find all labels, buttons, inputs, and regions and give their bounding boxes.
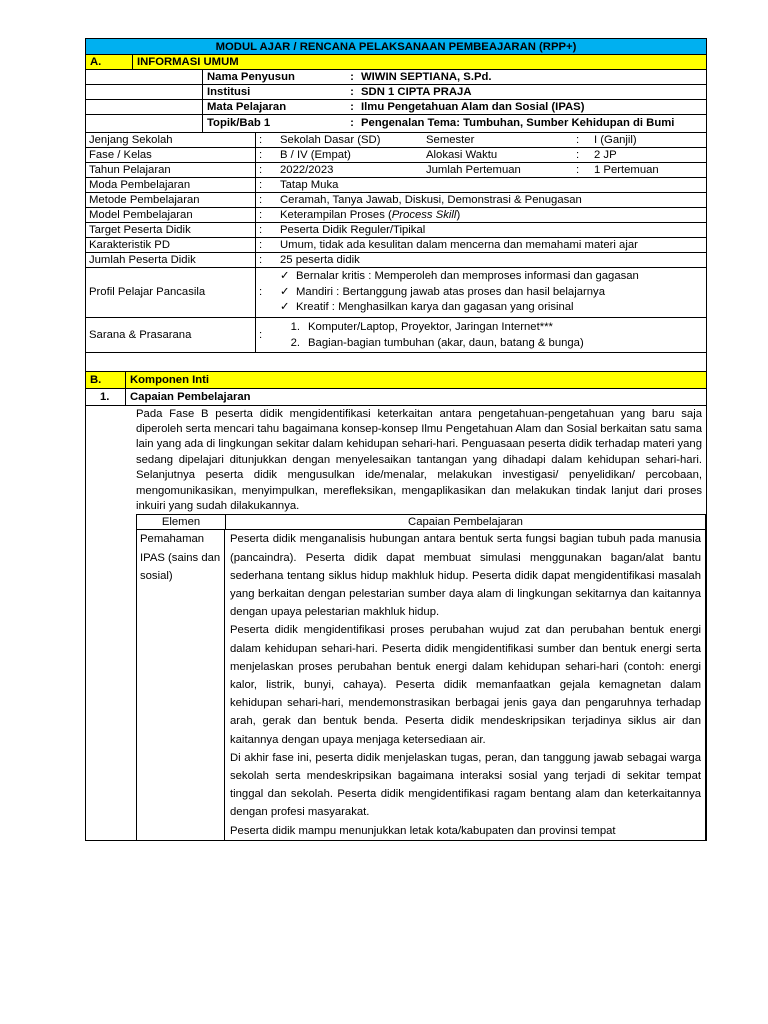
info-value: WIWIN SEPTIANA, S.Pd. <box>361 71 492 83</box>
field-label: Tahun Pelajaran <box>86 163 256 177</box>
field-label: Model Pembelajaran <box>86 208 256 222</box>
field-colon: : <box>259 134 263 146</box>
row-jumlah <box>86 253 706 268</box>
field-colon: : <box>259 179 263 191</box>
section-a-label: INFORMASI UMUM <box>137 56 239 68</box>
item-text: Bagian-bagian tumbuhan (akar, daun, batang & bunga) <box>308 336 584 349</box>
field-label: Target Peserta Didik <box>86 223 256 237</box>
field-colon: : <box>259 239 263 251</box>
capaian-label: Capaian Pembelajaran <box>130 390 251 403</box>
item-number: 1. <box>290 320 300 333</box>
section-a-number: A. <box>86 55 133 69</box>
rpp-document <box>85 38 707 841</box>
field-value <box>278 208 706 222</box>
info-row-topik <box>86 115 706 133</box>
profil-list <box>278 268 706 317</box>
field-value-2: 1 Pertemuan <box>594 164 659 176</box>
field-colon: : <box>259 194 263 206</box>
row-moda <box>86 178 706 193</box>
capaian-table <box>136 514 706 839</box>
check-icon: ✓ <box>280 285 290 298</box>
field-label: Jumlah Peserta Didik <box>86 253 256 267</box>
row-jenjang <box>86 133 706 148</box>
info-label: Mata Pelajaran <box>207 101 287 113</box>
capaian-text: Peserta didik mampu menunjukkan letak kota/kabupaten dan provinsi tempat <box>230 824 616 837</box>
capaian-text: Di akhir fase ini, peserta didik menjelaskan tugas, peran, dan tanggung jawab sebagai warga sekolah serta mendeskripsikan bagaimana interaksi sosial yang terjadi di sekitar tempat tinggal dan sekolah. Peserta didik mengidentifikasi ragam bentang alam dan keterkaitannya dengan profesi masyarakat. <box>230 751 701 819</box>
row-metode <box>86 193 706 208</box>
field-value: Umum, tidak ada kesulitan dalam mencerna dan memahami materi ajar <box>280 239 638 251</box>
check-icon: ✓ <box>280 270 290 282</box>
profil-item-text: Mandiri : Bertanggung jawab atas proses dan hasil belajarnya <box>296 285 605 298</box>
info-value: Pengenalan Tema: Tumbuhan, Sumber Kehidupan di Bumi <box>361 117 675 129</box>
field-label: Jenjang Sekolah <box>86 133 256 147</box>
value-italic: Process Skill <box>391 209 457 221</box>
info-label: Nama Penyusun <box>207 71 295 83</box>
field-colon: : <box>259 149 263 161</box>
row-fase <box>86 148 706 163</box>
value-text-end: ) <box>456 209 461 221</box>
capaian-paragraph: Pada Fase B peserta didik mengidentifikasi keterkaitan antara pengetahuan-pengetahuan yang baru saja diperoleh serta mencari tahu bagaimana konsep-konsep Ilmu Pengetahuan Alam dan Sosial berkaitan satu sama lain yang ada di lingkungan sekitar dalam kehidupan sehari-hari. Penguasaan peserta didik terhadap materi yang sedang dipelajari ditunjukkan dengan menyelesaikan tantangan yang dihadapi dalam kehidupan sehari-hari. Selanjutnya peserta didik mengusulkan ide/menalar, melakukan investigasi/ penyelidikan/ percobaan, mengomunikasikan, menyimpulkan, merefleksikan, mengaplikasikan dan melakukan tindak lanjut dari proses inkuiri yang sudah dilakukannya. <box>136 407 702 512</box>
row-karakteristik <box>86 238 706 253</box>
capaian-cell <box>225 530 705 839</box>
field-label-2: Semester <box>426 134 475 146</box>
info-label: Institusi <box>207 86 251 98</box>
info-colon: : <box>350 117 354 129</box>
field-value: Peserta Didik Reguler/Tipikal <box>280 224 426 236</box>
info-row-penyusun <box>86 70 706 85</box>
info-value: Ilmu Pengetahuan Alam dan Sosial (IPAS) <box>361 101 585 113</box>
section-b-label: Komponen Inti <box>130 373 210 386</box>
info-row-mapel <box>86 100 706 115</box>
capaian-number: 1. <box>86 389 126 405</box>
document-title: MODUL AJAR / RENCANA PELAKSANAAN PEMBEAJARAN (RPP+) <box>215 40 577 53</box>
info-value: SDN 1 CIPTA PRAJA <box>361 86 472 98</box>
row-target <box>86 223 706 238</box>
row-sarana <box>86 318 706 353</box>
field-colon: : <box>259 254 263 266</box>
value-text: Keterampilan Proses ( <box>280 209 392 221</box>
field-colon: : <box>259 209 263 221</box>
field-label <box>86 318 256 352</box>
field-value-2: 2 JP <box>594 149 617 161</box>
field-label: Moda Pembelajaran <box>86 178 256 192</box>
field-label: Fase / Kelas <box>86 148 256 162</box>
profil-item <box>280 285 706 301</box>
row-profil <box>86 268 706 318</box>
sarana-item <box>278 319 706 335</box>
field-colon: : <box>259 224 263 236</box>
check-icon: ✓ <box>280 301 290 313</box>
capaian-header <box>86 389 706 406</box>
field-colon: : <box>259 164 263 176</box>
capaian-body <box>86 406 706 840</box>
capaian-text: Peserta didik menganalisis hubungan antara bentuk serta fungsi bagian tubuh pada manusia (pancaindra). Peserta didik dapat membuat simulasi menggunakan bagan/alat bantu sederhana tentang siklus hidup makhluk hidup. Peserta didik dapat mengidentifikasi masalah yang berkaitan dengan pelestarian sumber daya alam di lingkungan sekitarnya dan kaitannya dengan upaya pelestarian makhluk hidup. <box>230 533 701 619</box>
field-value: Ceramah, Tanya Jawab, Diskusi, Demonstrasi & Penugasan <box>280 194 582 206</box>
field-label: Metode Pembelajaran <box>86 193 256 207</box>
field-label-2: Jumlah Pertemuan <box>426 164 521 176</box>
field-label: Karakteristik PD <box>86 238 256 252</box>
field-colon-2: : <box>576 134 580 146</box>
header-capaian: Capaian Pembelajaran <box>408 516 523 529</box>
item-number: 2. <box>290 336 300 349</box>
section-a-header <box>86 55 706 70</box>
profil-label: Profil Pelajar Pancasila <box>89 286 206 299</box>
capaian-text: Peserta didik mengidentifikasi proses perubahan wujud zat dan perubahan bentuk energi dalam kehidupan sehari-hari. Peserta didik mengidentifikasi sumber dan bentuk energi serta menjelaskan proses perubahan bentuk energi dalam kehidupan sehari-hari (contoh: energi kalor, listrik, bunyi, cahaya). Peserta didik memanfaatkan gejala kemagnetan dalam kehidupan sehari-hari, mendemonstrasikan berbagai jenis gaya dan pengaruhnya terhadap arah, gerak dan bentuk benda. Peserta didik mendeskripsikan terjadinya siklus air dan kaitannya dengan upaya menjaga ketersediaan air. <box>230 624 701 746</box>
capaian-table-header <box>137 515 705 530</box>
document-title-row <box>86 39 706 55</box>
blank-row <box>86 353 706 372</box>
field-value-2: I (Ganjil) <box>594 134 637 146</box>
info-colon: : <box>350 101 354 113</box>
elemen-cell: Pemahaman IPAS (sains dan sosial) <box>137 530 225 839</box>
row-tahun <box>86 163 706 178</box>
profil-item <box>280 300 706 316</box>
field-value: B / IV (Empat) <box>280 149 351 161</box>
section-b-number: B. <box>86 372 126 388</box>
field-label-2: Alokasi Waktu <box>426 149 498 161</box>
profil-item-text: Kreatif : Menghasilkan karya dan gagasan yang orisinal <box>296 301 574 313</box>
field-value: 25 peserta didik <box>280 254 360 266</box>
item-text: Komputer/Laptop, Proyektor, Jaringan Internet*** <box>308 320 553 333</box>
info-row-institusi <box>86 85 706 100</box>
row-model <box>86 208 706 223</box>
info-colon: : <box>350 71 354 83</box>
profil-item-text: Bernalar kritis : Memperoleh dan memproses informasi dan gagasan <box>296 270 639 282</box>
field-value: Tatap Muka <box>280 179 339 191</box>
field-colon-2: : <box>576 164 580 176</box>
field-label <box>86 268 256 317</box>
info-label: Topik/Bab 1 <box>207 117 271 129</box>
section-b-header <box>86 372 706 389</box>
sarana-item <box>278 335 706 351</box>
info-colon: : <box>350 86 354 98</box>
sarana-list <box>278 318 706 352</box>
capaian-table-row <box>137 530 705 839</box>
profil-item <box>280 269 706 285</box>
field-value: Sekolah Dasar (SD) <box>280 134 381 146</box>
sarana-label: Sarana & Prasarana <box>89 328 192 341</box>
field-colon: : <box>259 328 263 341</box>
field-colon-2: : <box>576 149 580 161</box>
field-value: 2022/2023 <box>280 164 334 176</box>
field-colon: : <box>259 286 263 299</box>
header-elemen: Elemen <box>137 515 226 529</box>
